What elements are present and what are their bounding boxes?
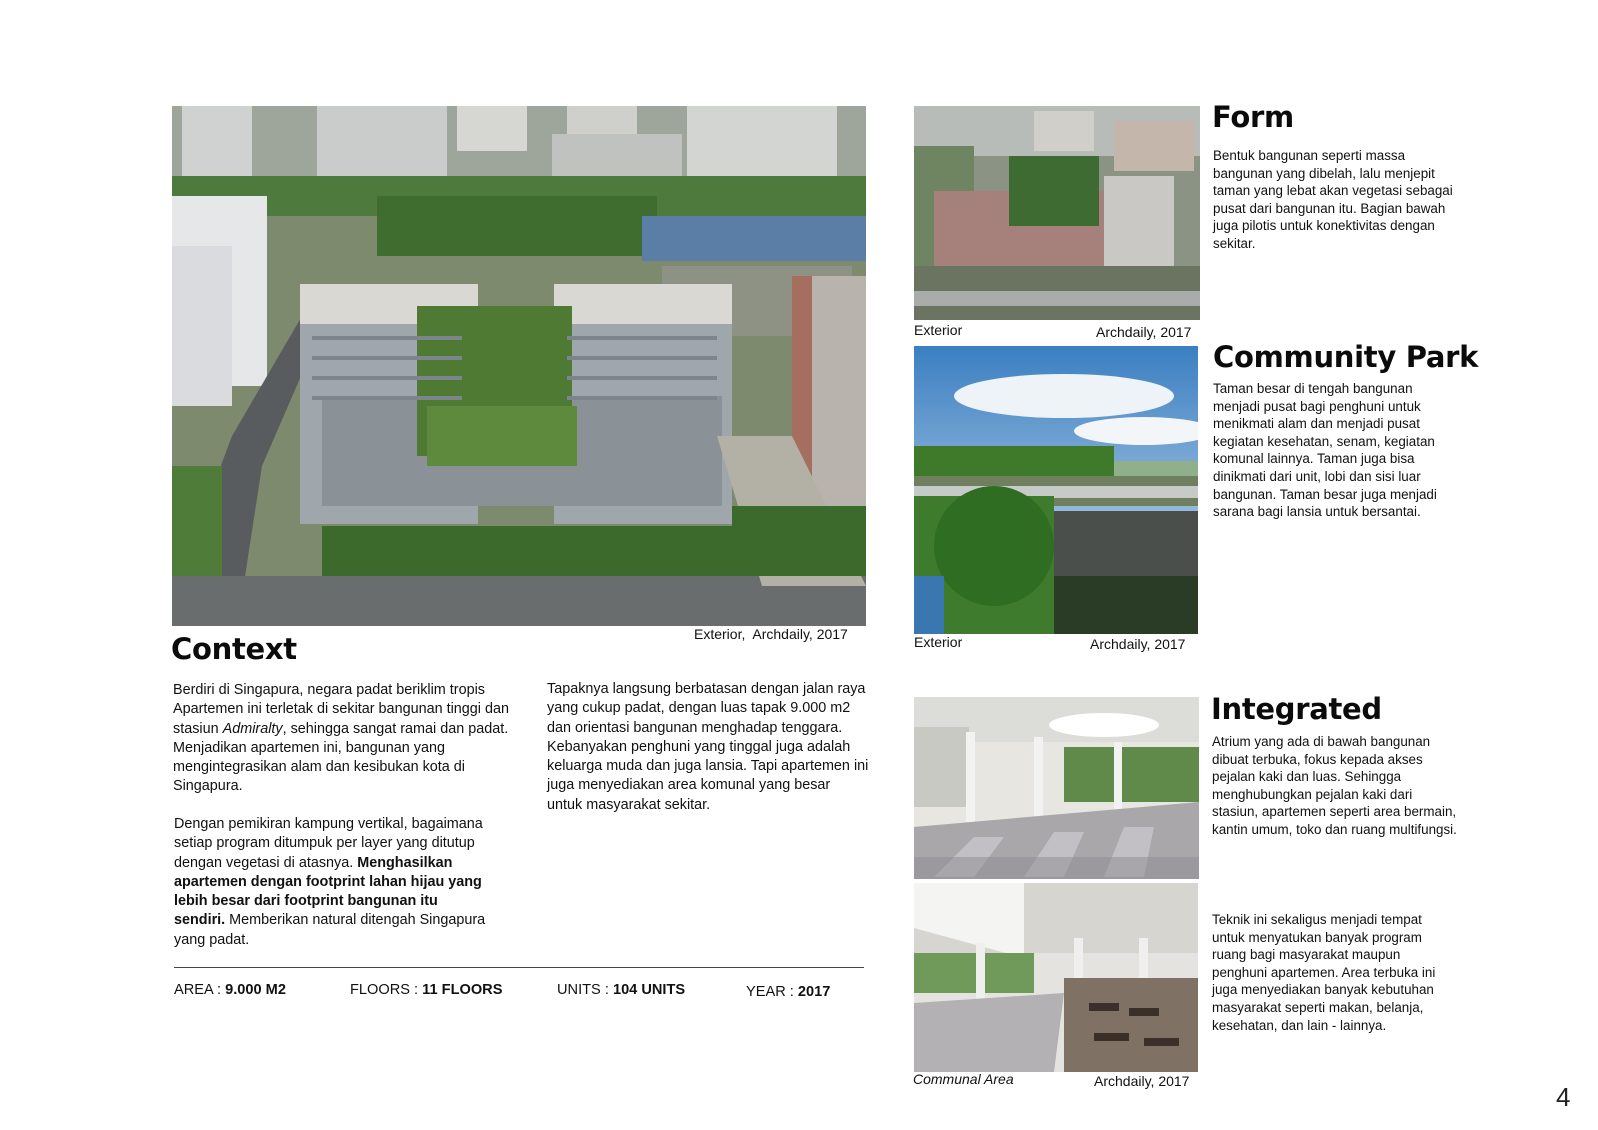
stat-units: [557, 982, 685, 998]
integrated-atrium-photo: [914, 697, 1199, 879]
stat-year: [746, 984, 830, 1000]
stat-units-label: UNITS :: [557, 982, 613, 998]
stat-units-value: 104 UNITS: [612, 982, 686, 998]
community-park-heading: Community Park: [1213, 340, 1479, 374]
context-p1-text-end: , sehingga sangat ramai dan padat. Menjadikan apartemen ini, bangunan yang mengintegrasikan alam dan kesibukan kota di Singapura.: [173, 720, 509, 795]
context-heading: Context: [171, 632, 297, 666]
stat-area: [174, 982, 286, 998]
context-p1-text: Berdiri di Singapura, negara padat beriklim tropis Apartemen ini terletak di sekitar bangunan tinggi dan stasiun: [173, 682, 509, 737]
context-paragraph-3: Tapaknya langsung berbatasan dengan jalan raya yang cukup padat, dengan luas tapak 9.000 m2 dan orientasi bangunan menghadap tenggara. Kebanyakan penghuni yang tinggal juga adalah keluarga muda dan juga lansia. Tapi apartemen ini juga menyediakan area komunal yang besar untuk masyarakat sekitar.: [547, 681, 869, 813]
form-photo: [914, 106, 1200, 320]
integrated-text-1: Atrium yang ada di bawah bangunan dibuat terbuka, fokus kepada akses pejalan kaki dan luas. Sehingga menghubungkan pejalan kaki dari stasiun, apartemen seperti area bermain, kantin umum, toko dan ruang multifungsi.: [1212, 734, 1457, 837]
integrated-caption-credit: Archdaily, 2017: [1094, 1073, 1190, 1089]
integrated-heading: Integrated: [1211, 692, 1382, 726]
context-p2-text: Dengan pemikiran kampung vertikal, bagaimana setiap program ditumpuk per layer yang ditutup dengan vegetasi di atasnya.: [174, 816, 483, 871]
stat-year-label: YEAR :: [746, 984, 798, 1000]
context-p1-italic: Admiralty: [222, 720, 283, 737]
form-caption-label: Exterior: [914, 322, 963, 338]
community-park-text: Taman besar di tengah bangunan menjadi pusat bagi penghuni untuk menikmati alam dan menjadi pusat kegiatan kesehatan, senam, kegiatan komunal lainnya. Taman juga bisa dinikmati dari unit, lobi dan sisi luar bangunan. Taman besar juga menjadi sarana bagi lansia untuk bersantai.: [1213, 381, 1437, 520]
stats-divider: [174, 967, 864, 968]
context-p2-text-end: Memberikan natural ditengah Singapura yang padat.: [174, 912, 486, 948]
stat-floors-label: FLOORS :: [350, 982, 423, 998]
context-p2-bold: Menghasilkan apartemen dengan footprint lahan hijau yang lebih besar dari footprint bangunan itu sendiri.: [174, 854, 482, 929]
stat-floors-value: 11 FLOORS: [422, 982, 503, 998]
integrated-communal-photo: [914, 883, 1198, 1072]
stat-year-value: 2017: [797, 984, 831, 1000]
stat-floors: [350, 982, 502, 998]
integrated-caption-label: Communal Area: [913, 1071, 1014, 1087]
community-park-caption-credit: Archdaily, 2017: [1090, 636, 1186, 652]
main-aerial-photo: [172, 106, 866, 626]
main-photo-caption-label: Exterior,: [694, 626, 746, 642]
stat-area-label: AREA :: [174, 982, 226, 998]
form-caption-credit: Archdaily, 2017: [1096, 324, 1192, 340]
community-park-caption-label: Exterior: [914, 634, 963, 650]
form-heading: Form: [1212, 100, 1294, 134]
form-text: Bentuk bangunan seperti massa bangunan yang dibelah, lalu menjepit taman yang lebat akan vegetasi sebagai pusat dari bangunan itu. Bagian bawah juga pilotis untuk konektivitas dengan sekitar.: [1213, 148, 1453, 251]
main-photo-caption-source: [694, 626, 848, 642]
main-photo-caption-credit: Archdaily, 2017: [752, 626, 848, 642]
community-park-photo: [914, 346, 1198, 634]
page-number: 4: [1556, 1082, 1571, 1112]
integrated-text-2: Teknik ini sekaligus menjadi tempat untuk menyatukan banyak program ruang bagi masyarakat maupun penghuni apartemen. Area terbuka ini juga menyediakan banyak kebutuhan masyarakat seperti makan, belanja, kesehatan, dan lain - lainnya.: [1212, 912, 1436, 1033]
context-paragraph-1: [173, 681, 525, 797]
stat-area-value: 9.000 M2: [225, 982, 286, 998]
context-paragraph-2: [174, 815, 492, 950]
